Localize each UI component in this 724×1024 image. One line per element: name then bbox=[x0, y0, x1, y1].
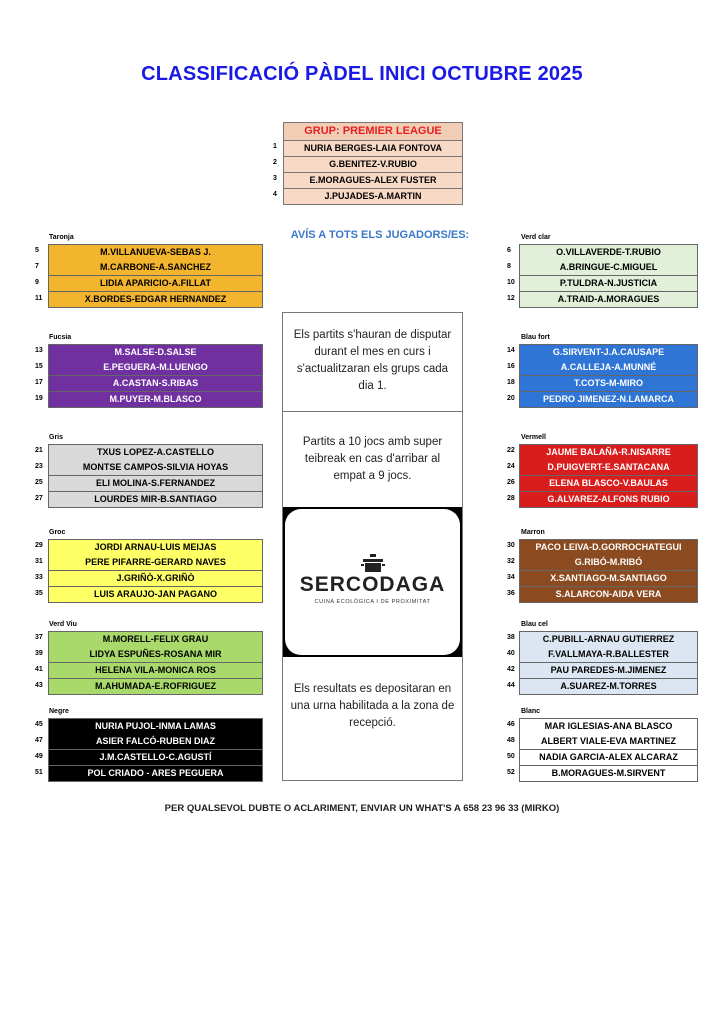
rank-number: 16 bbox=[507, 363, 515, 370]
rank-number: 19 bbox=[35, 395, 43, 402]
pair-name: D.PUIGVERT-E.SANTACANA bbox=[519, 460, 698, 476]
rank-number: 44 bbox=[507, 682, 515, 689]
rank-number: 24 bbox=[507, 463, 515, 470]
rank-number: 21 bbox=[35, 447, 43, 454]
group-label: Groc bbox=[49, 529, 66, 536]
pair-name: A.SUAREZ-M.TORRES bbox=[519, 679, 698, 695]
pair-name: NURIA PUJOL-INMA LAMAS bbox=[48, 718, 263, 735]
info-panel bbox=[282, 312, 463, 781]
pair-name: T.COTS-M-MIRO bbox=[519, 376, 698, 392]
page-title: CLASSIFICACIÓ PÀDEL INICI OCTUBRE 2025 bbox=[141, 63, 583, 85]
rank-number: 38 bbox=[507, 634, 515, 641]
pair-name: A.BRINGUE-C.MIGUEL bbox=[519, 260, 698, 276]
sponsor-name: SERCODAGA bbox=[299, 573, 446, 596]
pair-name: B.MORAGUES-M.SIRVENT bbox=[519, 766, 698, 782]
pair-name: PAU PAREDES-M.JIMENEZ bbox=[519, 663, 698, 679]
pair-name: JORDI ARNAU-LUIS MEIJAS bbox=[48, 539, 263, 556]
rank-number: 49 bbox=[35, 753, 43, 760]
pair-name: G.BENITEZ-V.RUBIO bbox=[283, 157, 463, 173]
rank-number: 13 bbox=[35, 347, 43, 354]
cooking-pot-icon bbox=[361, 554, 385, 574]
pair-name: A.CALLEJA-A.MUNNÉ bbox=[519, 360, 698, 376]
rank-number: 18 bbox=[507, 379, 515, 386]
premier-league-header: GRUP: PREMIER LEAGUE bbox=[283, 122, 463, 141]
rank-number: 12 bbox=[507, 295, 515, 302]
info-text-results: Els resultats es depositaran en una urna habilitada a la zona de recepció. bbox=[290, 683, 455, 729]
rank-number: 46 bbox=[507, 721, 515, 728]
group-label: Blau fort bbox=[521, 334, 550, 341]
pair-name: P.TULDRA-N.JUSTICIA bbox=[519, 276, 698, 292]
pair-name: C.PUBILL-ARNAU GUTIERREZ bbox=[519, 631, 698, 648]
pair-name: NADIA GARCIA-ALEX ALCARAZ bbox=[519, 750, 698, 766]
group-label: Blanc bbox=[521, 708, 541, 715]
rank-number: 50 bbox=[507, 753, 515, 760]
pair-name: J.GRIÑÒ-X.GRIÑÒ bbox=[48, 571, 263, 587]
pair-name: O.VILLAVERDE-T.RUBIO bbox=[519, 244, 698, 261]
rank-number: 30 bbox=[507, 542, 515, 549]
rank-number: 22 bbox=[507, 447, 515, 454]
rank-number: 42 bbox=[507, 666, 515, 673]
pair-name: MONTSE CAMPOS-SILVIA HOYAS bbox=[48, 460, 263, 476]
rank-number: 43 bbox=[35, 682, 43, 689]
premier-row bbox=[273, 141, 463, 157]
pair-name: LIDYA ESPUÑES-ROSANA MIR bbox=[48, 647, 263, 663]
rank-number: 52 bbox=[507, 769, 515, 776]
rank-number: 31 bbox=[35, 558, 43, 565]
premier-league-group bbox=[273, 122, 463, 205]
rank-number: 4 bbox=[273, 191, 277, 198]
info-divider bbox=[283, 411, 462, 412]
rank-number: 5 bbox=[35, 247, 39, 254]
pair-name: ALBERT VIALE-EVA MARTINEZ bbox=[519, 734, 698, 750]
sponsor-tagline: CUINA ECOLÒGICA I DE PROXIMITAT bbox=[314, 599, 431, 605]
info-text-schedule: Els partits s'hauran de disputar durant el mes en curs i s'actualitzaran els grups cada dia 1. bbox=[293, 329, 452, 392]
rank-number: 33 bbox=[35, 574, 43, 581]
pair-name: M.MORELL-FELIX GRAU bbox=[48, 631, 263, 648]
rank-number: 40 bbox=[507, 650, 515, 657]
footer-contact: PER QUALSEVOL DUBTE O ACLARIMENT, ENVIAR UN WHAT'S A 658 23 96 33 (MIRKO) bbox=[164, 803, 560, 814]
pair-name: G.ALVAREZ-ALFONS RUBIO bbox=[519, 492, 698, 508]
rank-number: 10 bbox=[507, 279, 515, 286]
pair-name: S.ALARCON-AIDA VERA bbox=[519, 587, 698, 603]
rank-number: 17 bbox=[35, 379, 43, 386]
rank-number: 25 bbox=[35, 479, 43, 486]
pair-name: PEDRO JIMENEZ-N.LAMARCA bbox=[519, 392, 698, 408]
pair-name: M.PUYER-M.BLASCO bbox=[48, 392, 263, 408]
pair-name: PACO LEIVA-D.GORROCHATEGUI bbox=[519, 539, 698, 556]
rank-number: 39 bbox=[35, 650, 43, 657]
pair-name: MAR IGLESIAS-ANA BLASCO bbox=[519, 718, 698, 735]
group-label: Verd clar bbox=[521, 234, 551, 241]
pair-name: HELENA VILA-MONICA ROS bbox=[48, 663, 263, 679]
rank-number: 15 bbox=[35, 363, 43, 370]
pair-name: JAUME BALAÑA-R.NISARRE bbox=[519, 444, 698, 461]
rank-number: 7 bbox=[35, 263, 39, 270]
rank-number: 1 bbox=[273, 143, 277, 150]
pair-name: NURIA BERGES-LAIA FONTOVA bbox=[283, 141, 463, 157]
rank-number: 20 bbox=[507, 395, 515, 402]
rank-number: 29 bbox=[35, 542, 43, 549]
group-label: Fucsia bbox=[49, 334, 72, 341]
group-label: Vermell bbox=[521, 434, 546, 441]
rank-number: 47 bbox=[35, 737, 43, 744]
pair-name: ELENA BLASCO-V.BAULAS bbox=[519, 476, 698, 492]
rank-number: 8 bbox=[507, 263, 511, 270]
rank-number: 32 bbox=[507, 558, 515, 565]
pair-name: M.AHUMADA-E.ROFRIGUEZ bbox=[48, 679, 263, 695]
rank-number: 2 bbox=[273, 159, 277, 166]
rank-number: 35 bbox=[35, 590, 43, 597]
rank-number: 48 bbox=[507, 737, 515, 744]
pair-name: ELI MOLINA-S.FERNANDEZ bbox=[48, 476, 263, 492]
group-label: Verd Viu bbox=[49, 621, 77, 628]
group-label: Marron bbox=[521, 529, 545, 536]
pair-name: X.SANTIAGO-M.SANTIAGO bbox=[519, 571, 698, 587]
rank-number: 36 bbox=[507, 590, 515, 597]
rank-number: 41 bbox=[35, 666, 43, 673]
rank-number: 51 bbox=[35, 769, 43, 776]
rank-number: 34 bbox=[507, 574, 515, 581]
rank-number: 6 bbox=[507, 247, 511, 254]
rank-number: 9 bbox=[35, 279, 39, 286]
pair-name: J.PUJADES-A.MARTIN bbox=[283, 189, 463, 205]
group-label: Blau cel bbox=[521, 621, 548, 628]
rank-number: 37 bbox=[35, 634, 43, 641]
pair-name: TXUS LOPEZ-A.CASTELLO bbox=[48, 444, 263, 461]
pair-name: F.VALLMAYA-R.BALLESTER bbox=[519, 647, 698, 663]
rank-number: 11 bbox=[35, 295, 43, 302]
pair-name: POL CRIADO - ARES PEGUERA bbox=[48, 766, 263, 782]
rank-number: 3 bbox=[273, 175, 277, 182]
rank-number: 26 bbox=[507, 479, 515, 486]
pair-name: G.SIRVENT-J.A.CAUSAPE bbox=[519, 344, 698, 361]
pair-name: E.MORAGUES-ALEX FUSTER bbox=[283, 173, 463, 189]
group-label: Taronja bbox=[49, 234, 74, 241]
pair-name: A.TRAID-A.MORAGUES bbox=[519, 292, 698, 308]
rank-number: 23 bbox=[35, 463, 43, 470]
pair-name: LOURDES MIR-B.SANTIAGO bbox=[48, 492, 263, 508]
group-label: Gris bbox=[49, 434, 64, 441]
pair-name: J.M.CASTELLO-C.AGUSTÍ bbox=[48, 750, 263, 766]
rank-number: 27 bbox=[35, 495, 43, 502]
pair-name: M.CARBONE-A.SANCHEZ bbox=[48, 260, 263, 276]
pair-name: LIDIA APARICIO-A.FILLAT bbox=[48, 276, 263, 292]
pair-name: LUIS ARAUJO-JAN PAGANO bbox=[48, 587, 263, 603]
pair-name: X.BORDES-EDGAR HERNANDEZ bbox=[48, 292, 263, 308]
rank-number: 28 bbox=[507, 495, 515, 502]
premier-row bbox=[273, 189, 463, 205]
pair-name: A.CASTAN-S.RIBAS bbox=[48, 376, 263, 392]
notice-heading: AVÍS A TOTS ELS JUGADORS/ES: bbox=[290, 229, 470, 241]
pair-name: G.RIBÓ-M.RIBÓ bbox=[519, 555, 698, 571]
info-text-rules: Partits a 10 jocs amb super teibreak en cas d'arribar al empat a 9 jocs. bbox=[302, 436, 443, 482]
pair-name: M.VILLANUEVA-SEBAS J. bbox=[48, 244, 263, 261]
rank-number: 45 bbox=[35, 721, 43, 728]
premier-row bbox=[273, 173, 463, 189]
pair-name: M.SALSE-D.SALSE bbox=[48, 344, 263, 361]
group-label: Negre bbox=[49, 708, 69, 715]
pair-name: ASIER FALCÓ-RUBEN DIAZ bbox=[48, 734, 263, 750]
pair-name: E.PEGUERA-M.LUENGO bbox=[48, 360, 263, 376]
pair-name: PERE PIFARRE-GERARD NAVES bbox=[48, 555, 263, 571]
premier-row bbox=[273, 157, 463, 173]
rank-number: 14 bbox=[507, 347, 515, 354]
sponsor-logo bbox=[283, 507, 462, 657]
